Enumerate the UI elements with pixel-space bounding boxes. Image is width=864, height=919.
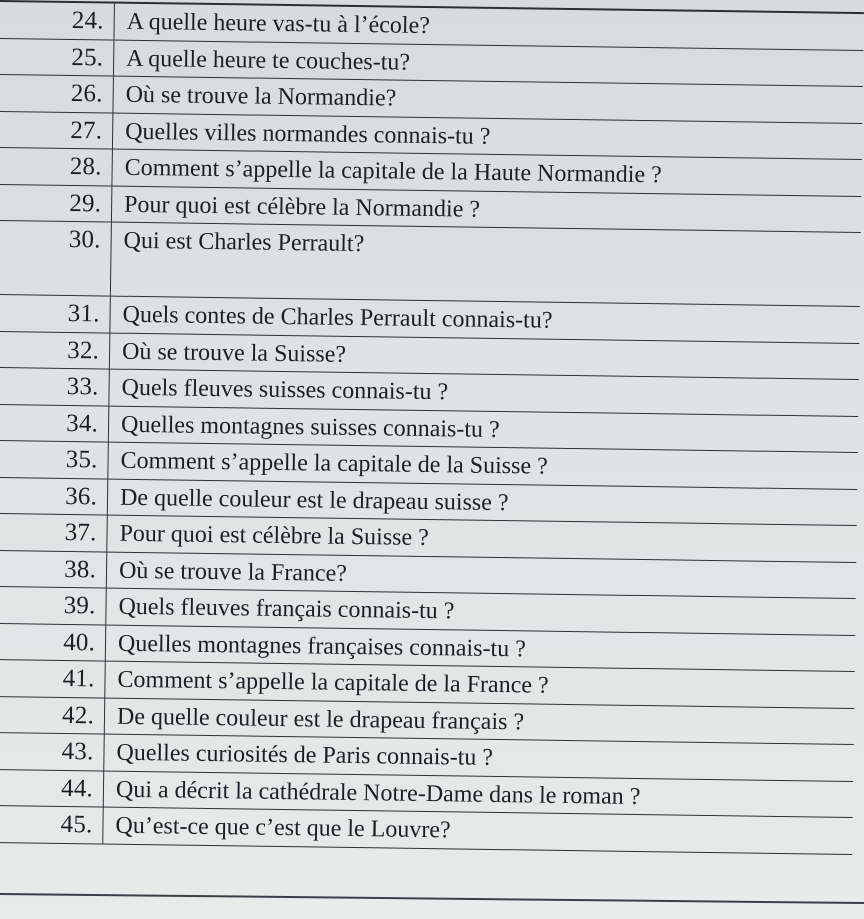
question-row-30	[0, 221, 861, 307]
question-number: 28.	[0, 148, 113, 185]
question-text: De quelle couleur est le drapeau suisse ?	[119, 484, 509, 516]
question-number: 32.	[0, 331, 110, 368]
question-number: 30.	[0, 221, 112, 296]
question-text: Quels fleuves français connais-tu ?	[118, 593, 455, 625]
question-text: Où se trouve la Normandie?	[125, 81, 397, 112]
question-number: 43.	[0, 733, 105, 770]
question-number: 24.	[0, 2, 115, 39]
question-text: Comment s’appelle la capitale de la Suisse ?	[120, 447, 548, 480]
question-text: De quelle couleur est le drapeau français ?	[116, 703, 525, 735]
question-number: 38.	[0, 550, 107, 587]
question-text: Qui est Charles Perrault?	[123, 227, 365, 258]
question-number: 27.	[0, 111, 113, 148]
question-text: Quels contes de Charles Perrault connais-tu?	[122, 301, 553, 334]
question-text: A quelle heure vas-tu à l’école?	[126, 8, 431, 40]
question-text: Qui a décrit la cathédrale Notre-Dame dans le roman ?	[115, 776, 641, 810]
question-number: 44.	[0, 769, 104, 806]
question-number: 31.	[0, 295, 111, 332]
bottom-rule	[0, 893, 864, 904]
question-text: Qu’est-ce que c’est que le Louvre?	[115, 812, 451, 844]
question-number: 39.	[0, 587, 107, 624]
question-number: 36.	[0, 477, 108, 514]
question-text: Où se trouve la Suisse?	[121, 338, 347, 368]
question-text: Pour quoi est célèbre la Normandie ?	[123, 191, 481, 223]
question-text: Où se trouve la France?	[118, 557, 348, 587]
question-number: 41.	[0, 660, 106, 697]
question-number: 37.	[0, 514, 108, 551]
question-text: Comment s’appelle la capitale de la Haute Normandie ?	[124, 154, 662, 189]
question-number: 26.	[0, 75, 114, 112]
question-text: Comment s’appelle la capitale de la France ?	[117, 666, 549, 699]
question-number: 33.	[0, 368, 110, 405]
question-number: 45.	[0, 806, 104, 843]
question-text: Quelles curiosités de Paris connais-tu ?	[116, 739, 494, 771]
question-text: Quelles montagnes suisses connais-tu ?	[120, 411, 500, 443]
question-text: Pour quoi est célèbre la Suisse ?	[119, 520, 429, 552]
question-number: 42.	[0, 696, 105, 733]
question-number: 34.	[0, 404, 109, 441]
question-text: Quelles villes normandes connais-tu ?	[124, 118, 491, 150]
question-number: 29.	[0, 184, 112, 221]
question-number: 25.	[0, 38, 114, 75]
question-text: A quelle heure te couches-tu?	[126, 45, 411, 76]
question-number: 40.	[0, 623, 106, 660]
question-number: 35.	[0, 441, 109, 478]
question-text: Quelles montagnes françaises connais-tu ?	[117, 630, 527, 662]
question-text: Quels fleuves suisses connais-tu ?	[121, 374, 449, 406]
